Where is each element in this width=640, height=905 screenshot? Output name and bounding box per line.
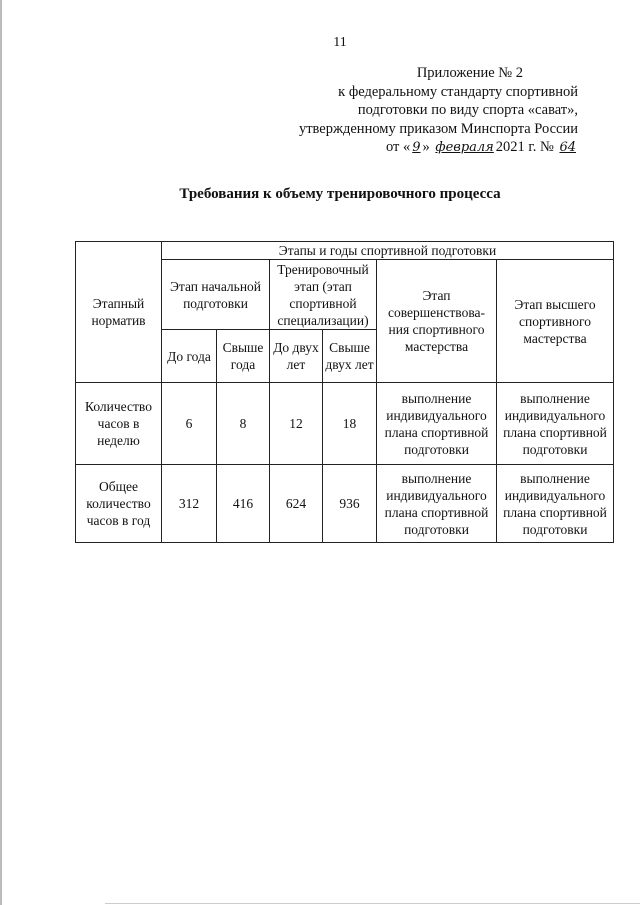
header-norm: Этапный норматив xyxy=(76,242,162,383)
appendix-line-3: подготовки по виду спорта «сават», xyxy=(357,102,578,118)
header-stage-improvement: Этап совершенствова-ния спортивного мастерства xyxy=(377,260,497,383)
appendix-header xyxy=(278,64,578,158)
header-up-to-two-years: До двух лет xyxy=(270,330,323,383)
cell-value: 12 xyxy=(270,383,323,465)
cell-value: 624 xyxy=(270,465,323,543)
order-date-line xyxy=(278,138,578,158)
cell-value: 8 xyxy=(217,383,270,465)
header-over-year: Свыше года xyxy=(217,330,270,383)
cell-value: 936 xyxy=(323,465,377,543)
appendix-line-4: утвержденному приказом Минспорта России xyxy=(298,120,578,137)
handwritten-day: 9 xyxy=(412,140,421,155)
date-mid: » xyxy=(422,139,430,155)
header-over-two-years: Свыше двух лет xyxy=(323,330,377,383)
order-year: 2021 г. № xyxy=(495,139,554,155)
header-stage-higher: Этап высшего спортивного мастерства xyxy=(497,260,614,383)
row-label: Количество часов в неделю xyxy=(76,383,162,465)
cell-value: выполнение индивидуального плана спортивной подготовки xyxy=(497,383,614,465)
header-stage-initial: Этап начальной подготовки xyxy=(162,260,270,330)
appendix-title: Приложение № 2 xyxy=(416,65,523,81)
scan-edge xyxy=(0,0,2,905)
cell-value: выполнение индивидуального плана спортивной подготовки xyxy=(377,465,497,543)
cell-value: 312 xyxy=(162,465,217,543)
cell-value: 6 xyxy=(162,383,217,465)
document-title: Требования к объему тренировочного процесса xyxy=(179,186,501,202)
table-row xyxy=(76,383,614,465)
header-stage-training: Тренировочный этап (этап спортивной специализации) xyxy=(270,260,377,330)
requirements-table xyxy=(75,241,614,543)
header-stages-group: Этапы и годы спортивной подготовки xyxy=(162,242,614,260)
cell-value: выполнение индивидуального плана спортивной подготовки xyxy=(497,465,614,543)
row-label: Общее количество часов в год xyxy=(76,465,162,543)
cell-value: выполнение индивидуального плана спортивной подготовки xyxy=(377,383,497,465)
table-row xyxy=(76,465,614,543)
appendix-line-2: к федеральному стандарту спортивной xyxy=(338,83,578,100)
page-number: 11 xyxy=(333,35,347,50)
cell-value: 18 xyxy=(323,383,377,465)
header-up-to-year: До года xyxy=(162,330,217,383)
handwritten-order-number: 64 xyxy=(559,140,576,155)
scan-bottom-edge xyxy=(105,903,640,904)
handwritten-month: февраля xyxy=(435,140,494,155)
cell-value: 416 xyxy=(217,465,270,543)
date-prefix: от « xyxy=(385,139,411,155)
